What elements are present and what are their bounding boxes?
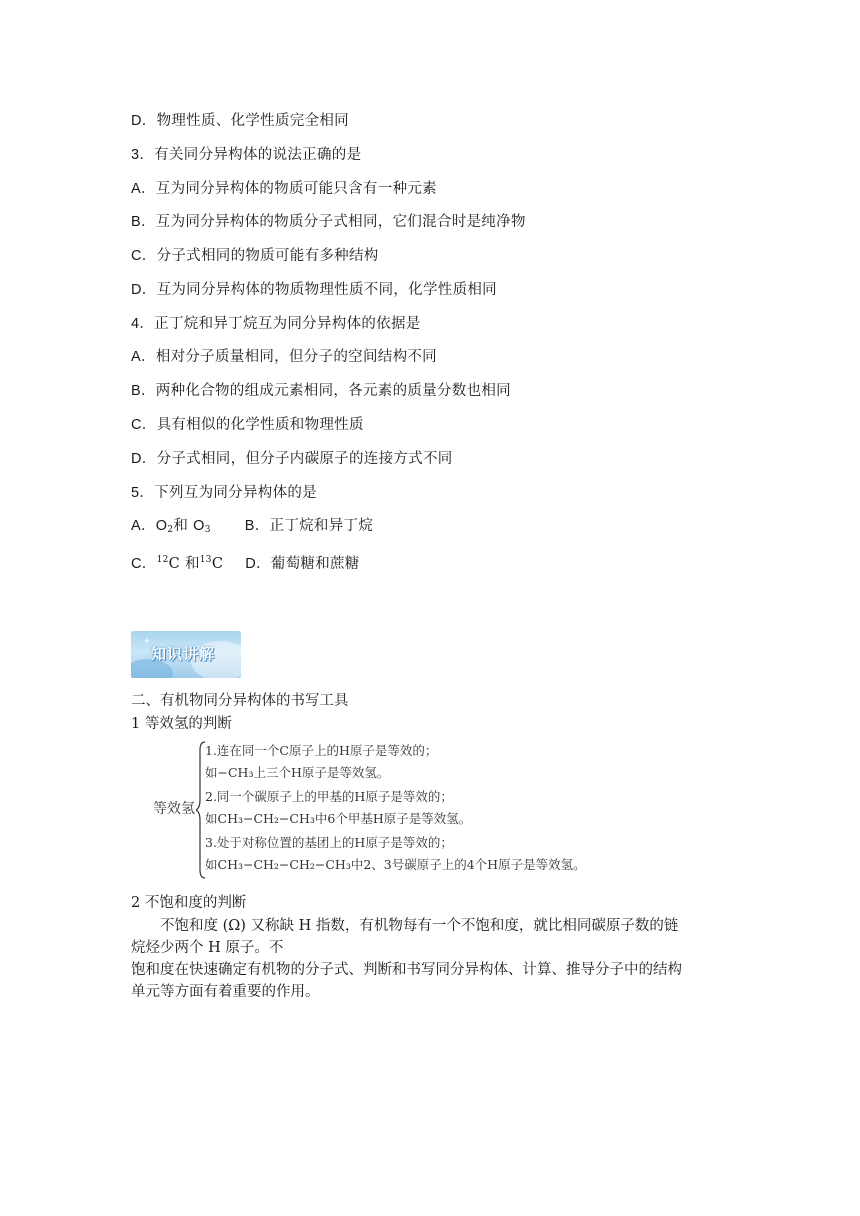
option-c-text: $^{12}$C 和$^{13}$C [156,555,224,572]
rule-line: 2.同一个碳原子上的甲基的H原子是等效的； [205,789,453,804]
option-label: C． [131,556,157,572]
question-number: 4． [131,316,155,332]
question-text: 正丁烷和异丁烷互为同分异构体的依据是 [154,316,421,332]
question-2-option-d [131,111,349,131]
option-label: A． [131,349,156,365]
option-b-text: 正丁烷和异丁烷 [269,518,374,534]
option-text: 互为同分异构体的物质分子式相同，它们混合时是纯净物 [155,214,526,230]
option-label: C． [131,248,157,264]
paragraph-line: 饱和度在快速确定有机物的分子式、判断和书写同分异构体、计算、推导分子中的结构 [131,962,682,978]
question-number: 3． [131,147,155,163]
question-3-option-c [131,246,379,266]
option-text: 互为同分异构体的物质物理性质不同，化学性质相同 [156,282,497,298]
rule-line: 如CH₃−CH₂−CH₂−CH₃中2、3号碳原子上的4个H原子是等效氢。 [205,857,586,872]
question-3-option-d [131,280,497,300]
subsection-equivalent-hydrogen: 1 等效氢的判断 [131,716,232,732]
question-4-option-a [131,347,437,367]
option-text: 分子式相同，但分子内碳原子的连接方式不同 [156,451,453,467]
option-text: 具有相似的化学性质和物理性质 [156,417,364,433]
option-label: D． [131,282,157,298]
section-title: 二、有机物同分异构体的书写工具 [131,693,349,709]
option-d-text: 葡萄糖和蔗糖 [270,556,360,572]
question-3-option-a [131,179,437,199]
question-5-options-row-2 [131,550,360,574]
question-number: 5． [131,485,155,501]
option-label: A． [131,518,156,534]
option-text: 相对分子质量相同，但分子的空间结构不同 [155,349,437,365]
banner-title: 知识讲解 [151,645,216,663]
question-5-stem [131,483,317,503]
question-4-option-d [131,449,453,469]
option-a-text: $O_2$和 $O_3$ [155,518,211,535]
rule-line: 1.连在同一个C原子上的H原子是等效的； [205,743,438,758]
knowledge-banner [131,631,241,678]
option-text: 分子式相同的物质可能有多种结构 [156,248,379,264]
option-label: D． [245,556,271,572]
diagram-term: 等效氢 [153,801,195,817]
paragraph-line: 单元等方面有着重要的作用。 [131,984,320,1000]
question-text: 下列互为同分异构体的是 [154,485,317,501]
question-text: 有关同分异构体的说法正确的是 [154,147,362,163]
option-label: C． [131,417,157,433]
paragraph-line: 不饱和度 (Ω) 又称缺 H 指数，有机物每有一个不饱和度，就比相同碳原子数的链 [160,918,679,934]
option-label: D． [131,451,157,467]
rule-line: 如CH₃−CH₂−CH₃中6个甲基H原子是等效氢。 [205,811,472,826]
paragraph-line: 烷烃少两个 H 原子。不 [131,940,284,956]
option-text: 物理性质、化学性质完全相同 [156,113,349,129]
option-label: D． [131,113,157,129]
question-4-option-b [131,381,511,401]
rule-line: 3.处于对称位置的基团上的H原子是等效的； [205,835,453,850]
option-label: B． [131,214,156,230]
option-label: B． [131,383,156,399]
unsaturation-paragraph [131,915,731,1003]
question-3-option-b [131,212,526,232]
question-4-stem [131,314,421,334]
question-5-options-row-1 [131,516,373,540]
question-4-option-c [131,415,364,435]
option-label: B． [244,518,270,534]
question-3-stem [131,145,361,165]
option-text: 两种化合物的组成元素相同，各元素的质量分数也相同 [155,383,511,399]
rule-line: 如−CH₃上三个H原子是等效氢。 [205,765,390,780]
equivalent-hydrogen-diagram [148,740,618,880]
sparkle-icon: ✦ [143,637,151,647]
subsection-unsaturation: 2 不饱和度的判断 [131,895,247,911]
option-label: A． [131,181,156,197]
option-text: 互为同分异构体的物质可能只含有一种元素 [155,181,437,197]
